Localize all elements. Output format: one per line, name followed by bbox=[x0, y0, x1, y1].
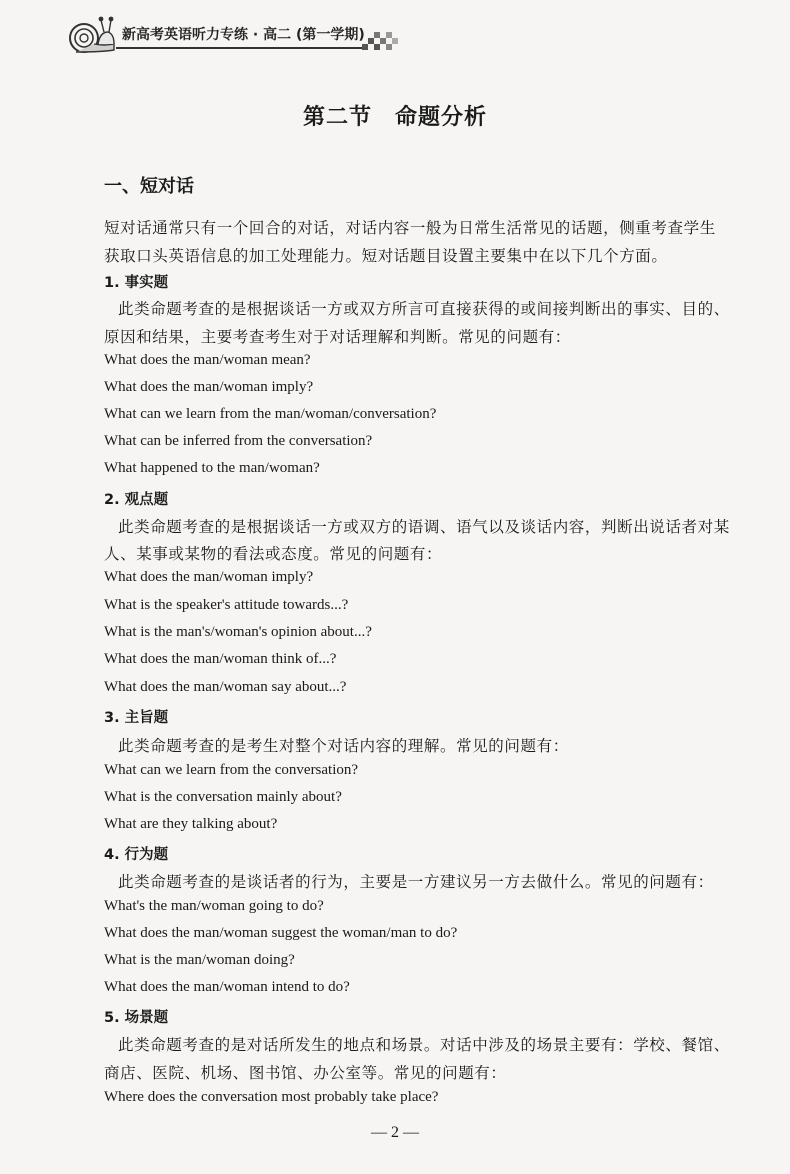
subsection-title: 1. 事实题 bbox=[104, 275, 169, 291]
subsection-desc: 此类命题考查的是根据谈话一方或双方所言可直接获得的或间接判断出的事实、目的、 bbox=[118, 300, 730, 318]
page-number: — 2 — bbox=[371, 1124, 419, 1141]
header-rule bbox=[116, 47, 366, 49]
heading-short-dialogue: 一、短对话 bbox=[104, 176, 194, 197]
checker-pattern-icon bbox=[362, 30, 402, 52]
question-item: What is the man/woman doing? bbox=[104, 952, 295, 968]
section-title: 第二节 命题分析 bbox=[302, 105, 487, 130]
question-item: What is the speaker's attitude towards...? bbox=[104, 597, 349, 613]
question-item: What can we learn from the conversation? bbox=[104, 762, 359, 778]
question-item: What is the conversation mainly about? bbox=[104, 789, 342, 805]
subsection-title: 3. 主旨题 bbox=[104, 710, 169, 726]
subsection-title: 2. 观点题 bbox=[104, 492, 169, 508]
snail-icon bbox=[64, 14, 118, 54]
subsection-desc: 商店、医院、机场、图书馆、办公室等。常见的问题有： bbox=[104, 1064, 507, 1082]
question-item: What does the man/woman say about...? bbox=[104, 679, 347, 695]
subsection-desc: 人、某事或某物的看法或态度。常见的问题有： bbox=[104, 545, 443, 563]
intro-line: 获取口头英语信息的加工处理能力。短对话题目设置主要集中在以下几个方面。 bbox=[104, 247, 668, 265]
intro-line: 短对话通常只有一个回合的对话，对话内容一般为日常生活常见的话题，侧重考查学生 bbox=[104, 219, 716, 237]
subsection-desc: 此类命题考查的是考生对整个对话内容的理解。常见的问题有： bbox=[118, 737, 569, 755]
subsection-title: 4. 行为题 bbox=[104, 847, 169, 863]
subsection-desc: 此类命题考查的是根据谈话一方或双方的语调、语气以及谈话内容，判断出说话者对某 bbox=[118, 518, 730, 536]
question-item: What does the man/woman mean? bbox=[104, 352, 311, 368]
question-item: What does the man/woman think of...? bbox=[104, 651, 337, 667]
question-item: Where does the conversation most probably take place? bbox=[104, 1089, 439, 1105]
question-item: What can we learn from the man/woman/conversation? bbox=[104, 406, 437, 422]
subsection-desc: 原因和结果，主要考查考生对于对话理解和判断。常见的问题有： bbox=[104, 328, 571, 346]
question-item: What happened to the man/woman? bbox=[104, 460, 320, 476]
header-title: 新高考英语听力专练 · 高二 (第一学期) bbox=[122, 27, 365, 43]
question-item: What does the man/woman imply? bbox=[104, 379, 314, 395]
question-item: What does the man/woman suggest the woman/man to do? bbox=[104, 925, 458, 941]
question-item: What are they talking about? bbox=[104, 816, 278, 832]
question-item: What can be inferred from the conversation? bbox=[104, 433, 373, 449]
subsection-title: 5. 场景题 bbox=[104, 1010, 169, 1026]
subsection-desc: 此类命题考查的是谈话者的行为，主要是一方建议另一方去做什么。常见的问题有： bbox=[118, 873, 714, 891]
subsection-desc: 此类命题考查的是对话所发生的地点和场景。对话中涉及的场景主要有：学校、餐馆、 bbox=[118, 1036, 730, 1054]
question-item: What is the man's/woman's opinion about...? bbox=[104, 624, 372, 640]
question-item: What does the man/woman imply? bbox=[104, 569, 314, 585]
question-item: What does the man/woman intend to do? bbox=[104, 979, 350, 995]
page-header bbox=[0, 0, 790, 62]
question-item: What's the man/woman going to do? bbox=[104, 898, 324, 914]
